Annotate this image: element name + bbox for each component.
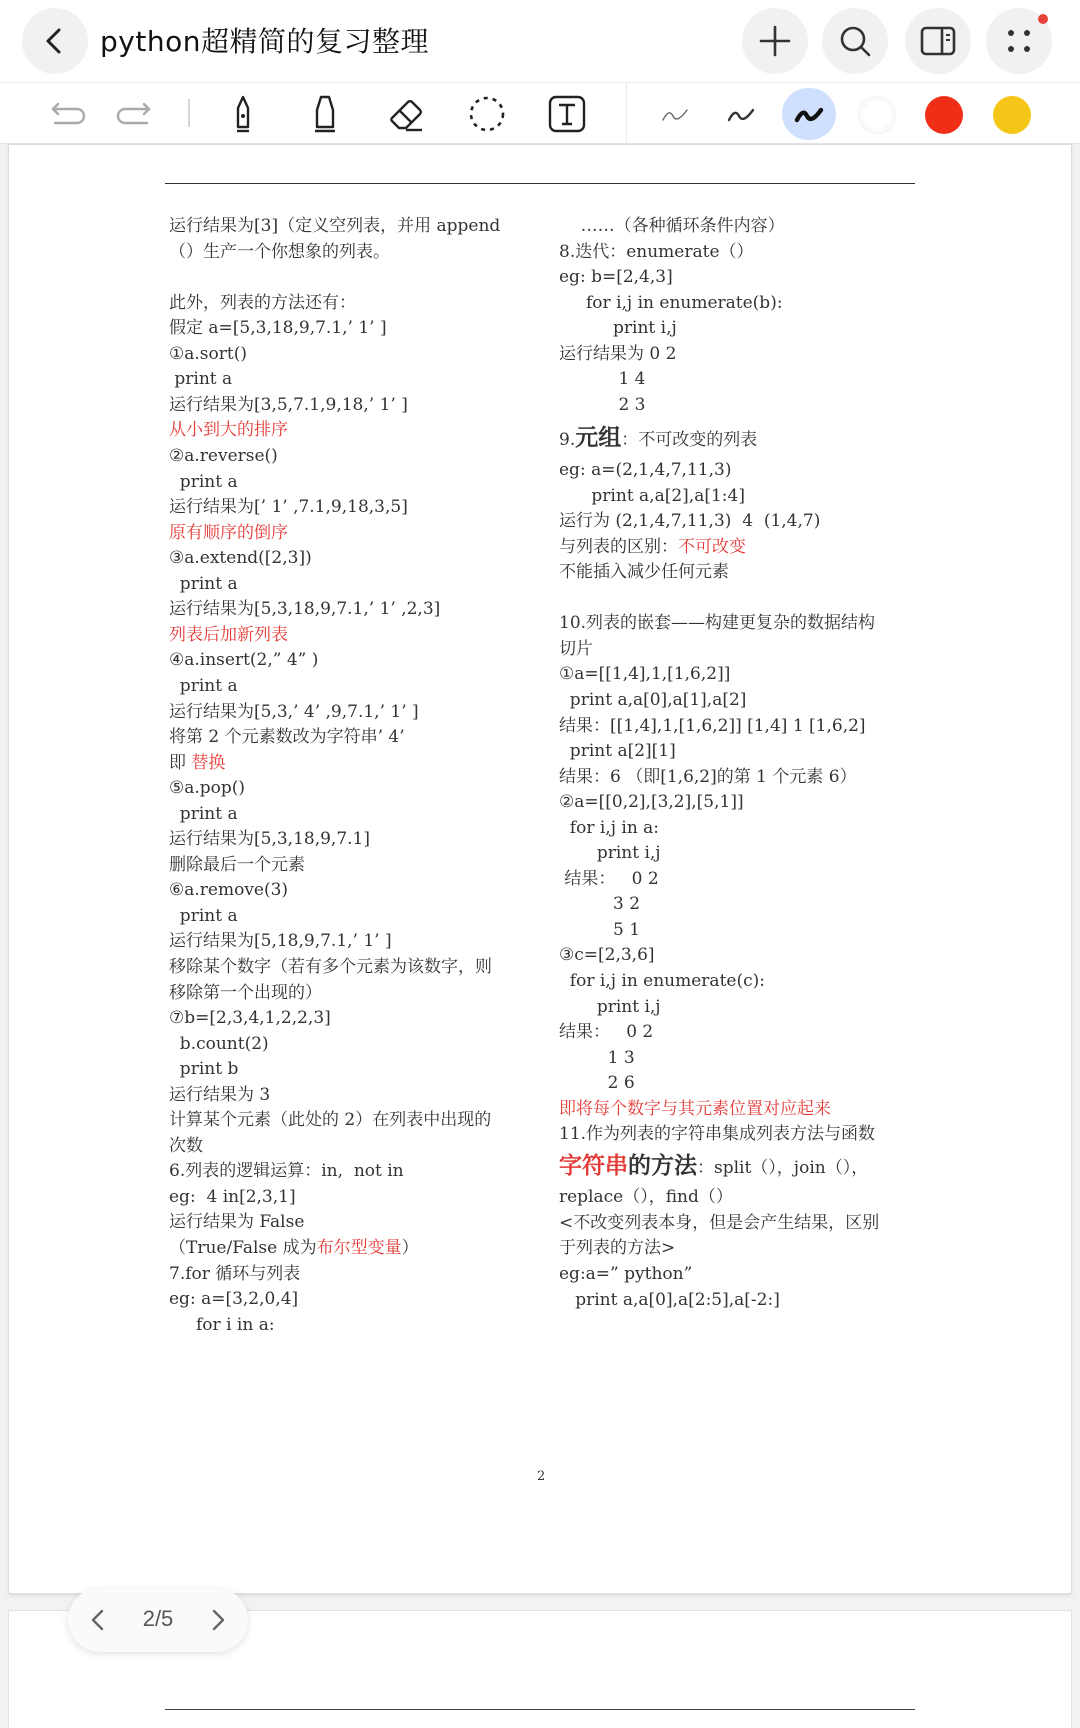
text-line: eg: b=[2,4,3] bbox=[559, 267, 673, 288]
text-line: eg: a=(2,1,4,7,11,3) bbox=[559, 460, 732, 480]
stroke-medium[interactable] bbox=[718, 91, 764, 137]
text-line: 运行结果为 False bbox=[169, 1212, 305, 1233]
text-line: 原有顺序的倒序 bbox=[169, 522, 288, 543]
text-line: 7.for 循环与列表 bbox=[169, 1263, 301, 1284]
redo-button[interactable] bbox=[112, 91, 158, 137]
text-line: ⑥a.remove(3) bbox=[169, 880, 289, 901]
text-line: print a bbox=[169, 803, 238, 824]
side-panel-button[interactable] bbox=[905, 8, 971, 74]
text-line: print i,j bbox=[559, 996, 661, 1017]
text-line: eg:a=” python” bbox=[559, 1264, 693, 1284]
text-line: for i in a: bbox=[169, 1314, 275, 1335]
text-tool[interactable] bbox=[544, 91, 590, 137]
text-line: 将第 2 个元素数改为字符串’ 4’ bbox=[169, 727, 405, 747]
text-line: 8.迭代：enumerate（） bbox=[559, 241, 754, 262]
add-button[interactable] bbox=[742, 8, 808, 74]
stroke-thick[interactable] bbox=[786, 91, 832, 137]
pen-icon bbox=[228, 94, 258, 134]
eraser-tool[interactable] bbox=[384, 91, 430, 137]
text-line: ①a.sort() bbox=[169, 343, 247, 364]
highlighter-icon bbox=[309, 94, 341, 134]
text-line: ③a.extend([2,3]) bbox=[169, 548, 312, 569]
text-line: 运行为 (2,1,4,7,11,3) 4 (1,4,7) bbox=[559, 511, 821, 532]
chevron-left-icon bbox=[88, 1608, 108, 1632]
text-line: print i,j bbox=[559, 318, 677, 339]
text-line: 运行结果为[5,3,’ 4’ ,9,7.1,’ 1’ ] bbox=[169, 701, 419, 722]
back-button[interactable] bbox=[22, 8, 88, 74]
text-line: for i,j in enumerate(c): bbox=[559, 970, 765, 991]
toolbar-divider-2 bbox=[626, 83, 627, 145]
undo-icon bbox=[47, 99, 87, 129]
text-line: 结果：[[1,4],1,[1,6,2]] [1,4] 1 [1,6,2] bbox=[559, 715, 866, 736]
page-header-rule bbox=[165, 183, 915, 184]
text-line: 切片 bbox=[559, 638, 593, 659]
text-line: <不改变列表本身，但是会产生结果，区别 bbox=[559, 1212, 880, 1233]
text-line: 5 1 bbox=[559, 919, 641, 940]
redo-icon bbox=[115, 99, 155, 129]
text-line: ①a=[[1,4],1,[1,6,2]] bbox=[559, 664, 731, 685]
text-line: 移除第一个出现的） bbox=[169, 982, 322, 1003]
text-line: replace（），find（） bbox=[559, 1187, 733, 1208]
text-line: for i,j in enumerate(b): bbox=[559, 292, 783, 313]
text-line: print a,a[0],a[1],a[2] bbox=[559, 689, 747, 710]
color-white[interactable] bbox=[858, 96, 896, 134]
text-line: 结果： 0 2 bbox=[559, 1022, 654, 1042]
stroke-medium-icon bbox=[723, 102, 759, 126]
text-line: 字符串的方法：split（），join（）， bbox=[559, 1152, 869, 1179]
text-line: 此外，列表的方法还有： bbox=[169, 292, 356, 313]
text-line: 3 2 bbox=[559, 894, 641, 915]
text-line: print a,a[2],a[1:4] bbox=[559, 485, 745, 506]
text-line: 计算某个元素（此处的 2）在列表中出现的 bbox=[169, 1110, 492, 1131]
text-line: 运行结果为[5,3,18,9,7.1] bbox=[169, 829, 370, 850]
chevron-right-icon bbox=[208, 1608, 228, 1632]
text-line: 不能插入减少任何元素 bbox=[559, 562, 729, 583]
text-line: 从小到大的排序 bbox=[169, 420, 288, 441]
text-line: 1 4 bbox=[559, 369, 646, 390]
text-line: eg: a=[3,2,0,4] bbox=[169, 1289, 299, 1310]
text-line: ……（各种循环条件内容） bbox=[559, 216, 785, 236]
chevron-left-icon bbox=[40, 26, 70, 56]
panel-icon bbox=[920, 25, 956, 57]
page-count: 2/5 bbox=[142, 1606, 174, 1631]
text-line: for i,j in a: bbox=[559, 817, 660, 838]
text-line: ④a.insert(2,” 4” ) bbox=[169, 650, 319, 671]
pen-tool[interactable] bbox=[220, 91, 266, 137]
page-navigator bbox=[68, 1588, 248, 1652]
document-page bbox=[8, 144, 1072, 1594]
text-line: 运行结果为[5,3,18,9,7.1,’ 1’ ,2,3] bbox=[169, 599, 441, 620]
page-number: 2 bbox=[537, 1469, 546, 1484]
text-line: 列表后加新列表 bbox=[169, 624, 288, 645]
text-line: ②a.reverse() bbox=[169, 446, 278, 466]
text-line: 运行结果为[3,5,7.1,9,18,’ 1’ ] bbox=[169, 394, 408, 415]
text-line: print a,a[0],a[2:5],a[-2:] bbox=[559, 1289, 780, 1310]
stroke-thin-icon bbox=[657, 102, 693, 126]
text-line: print a bbox=[169, 905, 238, 926]
top-bar bbox=[0, 0, 1080, 82]
text-line: print a bbox=[169, 369, 233, 390]
text-line: 6.列表的逻辑运算：in, not in bbox=[169, 1161, 404, 1182]
text-line: print a bbox=[169, 471, 238, 492]
text-line: 10.列表的嵌套——构建更复杂的数据结构 bbox=[559, 613, 876, 634]
text-line: 次数 bbox=[169, 1135, 203, 1156]
text-line: 结果： 0 2 bbox=[559, 868, 659, 889]
text-line: 移除某个数字（若有多个元素为该数字，则 bbox=[169, 956, 492, 977]
text-line: 运行结果为[’ 1’ ,7.1,9,18,3,5] bbox=[169, 497, 408, 518]
text-line: 2 3 bbox=[559, 394, 646, 415]
text-line: print a bbox=[169, 573, 238, 594]
text-line: b.count(2) bbox=[169, 1033, 269, 1054]
text-line: 假定 a=[5,3,18,9,7.1,’ 1’ ] bbox=[169, 318, 387, 339]
color-red[interactable] bbox=[925, 96, 963, 134]
more-button[interactable] bbox=[986, 8, 1052, 74]
text-line: 运行结果为[5,18,9,7.1,’ 1’ ] bbox=[169, 931, 392, 952]
document-title: python超精简的复习整理 bbox=[100, 25, 429, 58]
stroke-thick-icon bbox=[791, 102, 827, 126]
previous-page-button[interactable] bbox=[82, 1604, 114, 1636]
text-line: 结果：6 （即[1,6,2]的第 1 个元素 6） bbox=[559, 766, 857, 787]
drawing-toolbar bbox=[0, 82, 1080, 144]
text-line: 运行结果为 0 2 bbox=[559, 343, 677, 364]
text-line: print i,j bbox=[559, 843, 661, 864]
text-line: 于列表的方法> bbox=[559, 1238, 676, 1259]
eraser-icon bbox=[387, 94, 427, 134]
text-line: 运行结果为[3]（定义空列表，并用 append bbox=[169, 216, 501, 236]
text-line: 9.元组：不可改变的列表 bbox=[559, 425, 758, 452]
next-page-rule bbox=[165, 1709, 915, 1710]
text-icon bbox=[547, 94, 587, 134]
toolbar-divider bbox=[188, 99, 190, 127]
text-line: 与列表的区别：不可改变 bbox=[559, 536, 746, 557]
text-line: 即 替换 bbox=[169, 752, 226, 773]
undo-button[interactable] bbox=[44, 91, 90, 137]
text-line: （True/False 成为布尔型变量） bbox=[169, 1238, 419, 1258]
next-page-button[interactable] bbox=[202, 1604, 234, 1636]
search-icon bbox=[838, 24, 872, 58]
search-button[interactable] bbox=[822, 8, 888, 74]
text-line: ⑦b=[2,3,4,1,2,2,3] bbox=[169, 1008, 331, 1028]
text-line: ⑤a.pop() bbox=[169, 778, 246, 799]
text-line: ③c=[2,3,6] bbox=[559, 945, 655, 966]
plus-icon bbox=[758, 24, 792, 58]
text-line: print b bbox=[169, 1059, 239, 1080]
text-line: 即将每个数字与其元素位置对应起来 bbox=[559, 1098, 831, 1119]
stroke-thin[interactable] bbox=[652, 91, 698, 137]
text-line: 2 6 bbox=[559, 1073, 635, 1094]
text-line: 11.作为列表的字符串集成列表方法与函数 bbox=[559, 1124, 876, 1145]
lasso-icon bbox=[467, 94, 507, 134]
color-yellow[interactable] bbox=[993, 96, 1031, 134]
text-line: print a bbox=[169, 675, 238, 696]
text-line: 删除最后一个元素 bbox=[169, 854, 305, 875]
text-line: ②a=[[0,2],[3,2],[5,1]] bbox=[559, 792, 744, 813]
highlighter-tool[interactable] bbox=[302, 91, 348, 137]
text-line: 1 3 bbox=[559, 1047, 635, 1068]
notification-dot bbox=[1038, 14, 1048, 24]
more-icon bbox=[1002, 24, 1036, 58]
text-line: 运行结果为 3 bbox=[169, 1084, 271, 1105]
text-line: print a[2][1] bbox=[559, 741, 676, 761]
lasso-tool[interactable] bbox=[464, 91, 510, 137]
text-line: （）生产一个你想象的列表。 bbox=[169, 241, 390, 262]
text-line: eg: 4 in[2,3,1] bbox=[169, 1186, 296, 1207]
